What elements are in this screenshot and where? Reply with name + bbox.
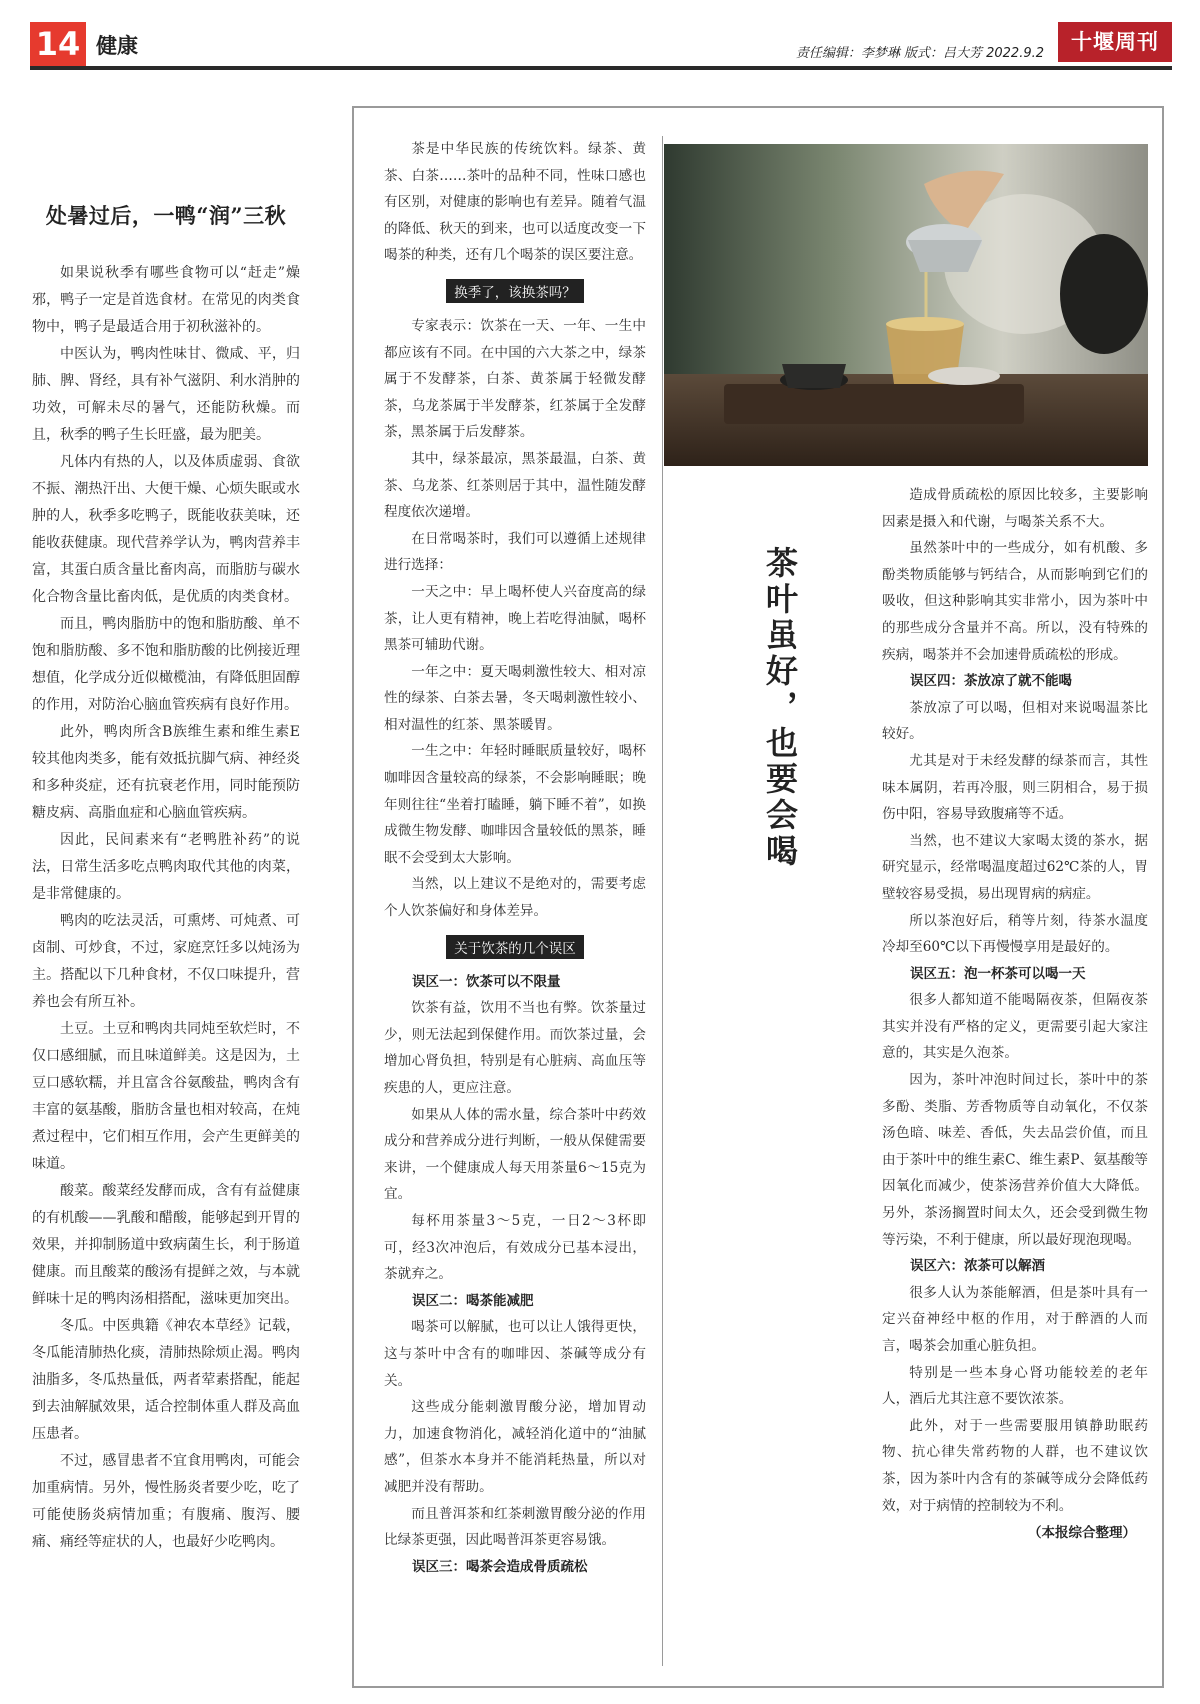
subheading-label: 关于饮茶的几个误区 [446,935,584,959]
paragraph: 尤其是对于未经发酵的绿茶而言，其性味本属阴，若再冷服，则三阴相合，易于损伤中阳，容易导致腹痛等不适。 [882,752,1148,823]
myth-heading: 误区二：喝茶能减肥 [412,1292,534,1309]
paragraph: 虽然茶叶中的一些成分，如有机酸、多酚类物质能够与钙结合，从而影响到它们的吸收，但这种影响其实非常小，因为茶叶中的那些成分含量并不高。所以，没有特殊的疾病，喝茶并不会加速骨质疏松的形成。 [882,540,1148,663]
paragraph: 一生之中：年轻时睡眠质量较好，喝杯咖啡因含量较高的绿茶，不会影响睡眠；晚年则往往“坐着打瞌睡，躺下睡不着”，如换成微生物发酵、咖啡因含量较低的黑茶，睡眠不会受到太大影响。 [384,743,646,866]
paragraph: 如果从人体的需水量，综合茶叶中药效成分和营养成分进行判断，一般从保健需要来讲，一个健康成人每天用茶量6～15克为宜。 [384,1106,646,1203]
duck-article [32,200,300,1556]
header-rule [30,66,1172,70]
myth-heading: 误区五：泡一杯茶可以喝一天 [910,965,1086,982]
page-header [30,22,1172,66]
paragraph: 因此，民间素来有“老鸭胜补药”的说法，日常生活多吃点鸭肉取代其他的肉菜，是非常健康的。 [32,832,300,902]
tea-photo [664,144,1148,466]
paragraph: 在日常喝茶时，我们可以遵循上述规律进行选择： [384,530,646,574]
paragraph: 当然，以上建议不是绝对的，需要考虑个人饮茶偏好和身体差异。 [384,876,646,920]
myth-heading: 误区一：饮茶可以不限量 [412,973,561,990]
paragraph: 饮茶有益，饮用不当也有弊。饮茶量过少，则无法起到保健作用。而饮茶过量，会增加心肾负担，特别是有心脏病、高血压等疾患的人，更应注意。 [384,1000,646,1096]
paragraph: 每杯用茶量3～5克，一日2～3杯即可，经3次冲泡后，有效成分已基本浸出，茶就弃之。 [384,1212,646,1283]
myth-heading: 误区六：浓茶可以解酒 [910,1258,1045,1275]
tea-intro: 茶是中华民族的传统饮料。绿茶、黄茶、白茶……茶叶的品种不同，性味口感也有区别，对健康的影响也有差异。随着气温的降低、秋天的到来，也可以适度改变一下喝茶的种类，还有几个喝茶的误区要注意。 [384,141,646,264]
subheading-label: 换季了，该换茶吗？ [446,279,584,303]
tea-article-column-1 [384,136,646,1580]
paragraph: 特别是一些本身心肾功能较差的老年人，酒后尤其注意不要饮浓茶。 [882,1364,1148,1408]
editor-credits: 责任编辑：李梦琳 版式：吕大芳 2022.9.2 [795,46,1044,61]
paragraph: 其中，绿茶最凉，黑茶最温，白茶、黄茶、乌龙茶、红茶则居于其中，温性随发酵程度依次递增。 [384,450,646,521]
tea-article-column-2 [882,482,1148,1547]
subheading [384,279,646,303]
paragraph: 造成骨质疏松的原因比较多，主要影响因素是摄入和代谢，与喝茶关系不大。 [882,487,1148,530]
myth-heading: 误区四：茶放凉了就不能喝 [910,673,1072,690]
paragraph: 酸菜。酸菜经发酵而成，含有有益健康的有机酸——乳酸和醋酸，能够起到开胃的效果，并抑制肠道中致病菌生长，利于肠道健康。而且酸菜的酸汤有提鲜之效，与本就鲜味十足的鸭肉汤相搭配，滋味更加突出。 [32,1183,300,1307]
paragraph: 此外，对于一些需要服用镇静助眠药物、抗心律失常药物的人群，也不建议饮茶，因为茶叶内含有的茶碱等成分会降低药效，对于病情的控制较为不利。 [882,1417,1148,1514]
column-divider [662,136,663,1666]
paragraph: 此外，鸭肉所含B族维生素和维生素E较其他肉类多，能有效抵抗脚气病、神经炎和多种炎症，还有抗衰老作用，同时能预防糖皮病、高脂血症和心脑血管疾病。 [32,724,300,821]
paragraph: 当然，也不建议大家喝太烫的茶水，据研究显示，经常喝温度超过62℃茶的人，胃壁较容易受损，易出现胃病的病症。 [882,832,1148,902]
paragraph: 所以茶泡好后，稍等片刻，待茶水温度冷却至60℃以下再慢慢享用是最好的。 [882,912,1148,956]
tea-pouring-illustration [664,144,1148,466]
tea-article-title: 茶叶虽好，也要会喝 [761,546,799,870]
paragraph: 而且普洱茶和红茶刺激胃酸分泌的作用比绿茶更强，因此喝普洱茶更容易饿。 [384,1505,646,1549]
paragraph: 一年之中：夏天喝刺激性较大、相对凉性的绿茶、白茶去暑，冬天喝刺激性较小、相对温性的红茶、黑茶暖胃。 [384,663,646,733]
page-number: 14 [30,22,86,66]
paragraph: 不过，感冒患者不宜食用鸭肉，可能会加重病情。另外，慢性肠炎者要少吃，吃了可能使肠炎病情加重；有腹痛、腹泻、腰痛、痛经等症状的人，也最好少吃鸭肉。 [32,1453,300,1550]
paragraph: 茶放凉了可以喝，但相对来说喝温茶比较好。 [882,699,1148,743]
paragraph: 专家表示：饮茶在一天、一年、一生中都应该有不同。在中国的六大茶之中，绿茶属于不发酵茶，白茶、黄茶属于轻微发酵茶，乌龙茶属于半发酵茶，红茶属于全发酵茶，黑茶属于后发酵茶。 [384,317,646,441]
paragraph: 鸭肉的吃法灵活，可熏烤、可炖煮、可卤制、可炒食，不过，家庭烹饪多以炖汤为主。搭配以下几种食材，不仅口味提升，营养也会有所互补。 [32,913,300,1010]
paragraph: 凡体内有热的人，以及体质虚弱、食欲不振、潮热汗出、大便干燥、心烦失眠或水肿的人，秋季多吃鸭子，既能收获美味，还能收获健康。现代营养学认为，鸭肉营养丰富，其蛋白质含量比畜肉高，而脂肪与碳水化合物含量比畜肉低，是优质的肉类食材。 [32,454,300,605]
paragraph: 很多人认为茶能解酒，但是茶叶具有一定兴奋神经中枢的作用，对于醉酒的人而言，喝茶会加重心脏负担。 [882,1284,1148,1354]
paragraph: 如果说秋季有哪些食物可以“赶走”燥邪，鸭子一定是首选食材。在常见的肉类食物中，鸭子是最适合用于初秋滋补的。 [32,265,300,335]
paragraph: 一天之中：早上喝杯使人兴奋度高的绿茶，让人更有精神，晚上若吃得油腻，喝杯黑茶可辅助代谢。 [384,583,646,654]
paragraph: 因为，茶叶冲泡时间过长，茶叶中的茶多酚、类脂、芳香物质等自动氧化，不仅茶汤色暗、味差、香低，失去品尝价值，而且由于茶叶中的维生素C、维生素P、氨基酸等因氧化而减少，使茶汤营养价值大大降低。另外，茶汤搁置时间太久，还会受到微生物等污染，不利于健康，所以最好现泡现喝。 [882,1072,1148,1248]
paragraph: 土豆。土豆和鸭肉共同炖至软烂时，不仅口感细腻，而且味道鲜美。这是因为，土豆口感软糯，并且富含谷氨酸盐，鸭肉含有丰富的氨基酸，脂肪含量也相对较高，在炖煮过程中，它们相互作用，会产生更鲜美的味道。 [32,1021,300,1172]
paragraph: 喝茶可以解腻，也可以让人饿得更快，这与茶叶中含有的咖啡因、茶碱等成分有关。 [384,1319,646,1389]
article-signature: （本报综合整理） [1028,1525,1136,1542]
paragraph: 而且，鸭肉脂肪中的饱和脂肪酸、单不饱和脂肪酸、多不饱和脂肪酸的比例接近理想值，化学成分近似橄榄油，有降低胆固醇的作用，对防治心脑血管疾病有良好作用。 [32,616,300,713]
paragraph: 这些成分能刺激胃酸分泌，增加胃动力，加速食物消化，减轻消化道中的“油腻感”，但茶水本身并不能消耗热量，所以对减肥并没有帮助。 [384,1399,646,1495]
paragraph: 中医认为，鸭肉性味甘、微咸、平，归肺、脾、肾经，具有补气滋阴、利水消肿的功效，可解未尽的暑气，还能防秋燥。而且，秋季的鸭子生长旺盛，最为肥美。 [32,346,300,443]
duck-article-title: 处暑过后，一鸭“润”三秋 [45,203,287,228]
subheading [384,935,646,959]
paragraph: 很多人都知道不能喝隔夜茶，但隔夜茶其实并没有严格的定义，更需要引起大家注意的，其实是久泡茶。 [882,992,1148,1062]
section-name: 健康 [96,34,138,58]
myth-heading: 误区三：喝茶会造成骨质疏松 [412,1558,588,1575]
brand-logo: 十堰周刊 [1058,22,1172,62]
paragraph: 冬瓜。中医典籍《神农本草经》记载，冬瓜能清肺热化痰，清肺热除烦止渴。鸭肉油脂多，冬瓜热量低，两者荤素搭配，能起到去油解腻效果，适合控制体重人群及高血压患者。 [32,1318,300,1442]
